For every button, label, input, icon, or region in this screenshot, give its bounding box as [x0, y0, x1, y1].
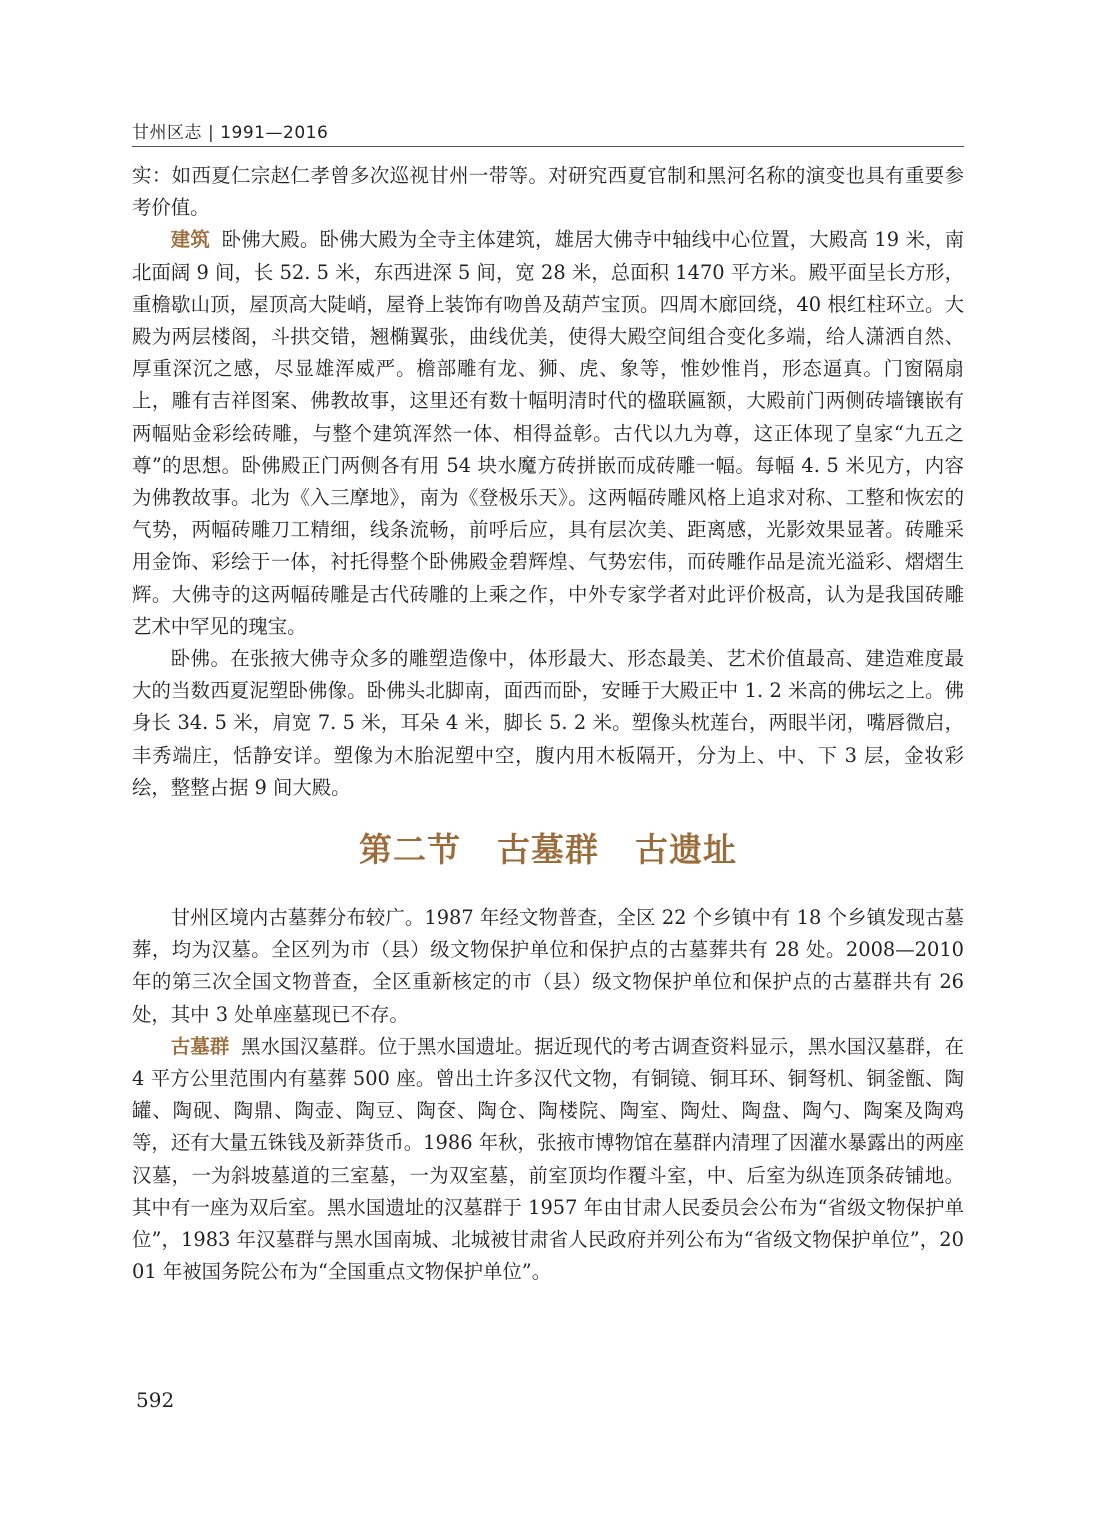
paragraph-reclining-buddha: 卧佛。在张掖大佛寺众多的雕塑造像中，体形最大、形态最美、艺术价值最高、建造难度最大的当数西夏泥塑卧佛像。卧佛头北脚南，面西而卧，安睡于大殿正中 1. 2 米高的佛坛之上。佛身长 34. 5 米，肩宽 7. 5 米，耳朵 4 米，脚长 5. 2 米。塑像头枕莲台，两眼半闭，嘴唇微启，丰秀端庄，恬静安详。塑像为木胎泥塑中空，腹内用木板隔开，分为上、中、下 3 层，金妆彩绘，整整占据 9 间大殿。 [132, 647, 964, 799]
section-heading [132, 824, 964, 876]
paragraph-architecture [132, 224, 964, 643]
paragraph-lead-term: 古墓群 [170, 1034, 230, 1058]
paragraph-lead-term: 建筑 [170, 228, 210, 252]
header-separator: | [208, 123, 215, 143]
paragraph-tomb-group [132, 1031, 964, 1289]
paragraph-intro: 甘州区境内古墓葬分布较广。1987 年经文物普查，全区 22 个乡镇中有 18 个乡镇发现古墓葬，均为汉墓。全区列为市（县）级文物保护单位和保护点的古墓葬共有 28 处。2008—2010 年的第三次全国文物普查，全区重新核定的市（县）级文物保护单位和保护点的古墓群共有 26 处，其中 3 处单座墓现已不存。 [132, 906, 964, 1026]
section-title-b: 古遗址 [635, 830, 737, 870]
year-range: 1991—2016 [220, 123, 329, 143]
paragraph-text: 黑水国汉墓群。位于黑水国遗址。据近现代的考古调查资料显示，黑水国汉墓群，在 4 平方公里范围内有墓葬 500 座。曾出土许多汉代文物，有铜镜、铜耳环、铜弩机、铜釜甑、陶罐、陶砚、陶鼎、陶壶、陶豆、陶奁、陶仓、陶楼院、陶室、陶灶、陶盘、陶勺、陶案及陶鸡等，还有大量五铢钱及新莽货币。1986 年秋，张掖市博物馆在墓群内清理了因灌水暴露出的两座汉墓，一为斜坡墓道的三室墓，一为双室墓，前室顶均作覆斗室，中、后室为纵连顶条砖铺地。其中有一座为双后室。黑水国遗址的汉墓群于 1957 年由甘肃人民委员会公布为“省级文物保护单位”，1983 年汉墓群与黑水国南城、北城被甘肃省人民政府并列公布为“省级文物保护单位”，2001 年被国务院公布为“全国重点文物保护单位”。 [132, 1034, 965, 1284]
header-rule [132, 146, 964, 147]
page-number: 592 [136, 1388, 175, 1412]
book-title: 甘州区志 [132, 123, 202, 143]
section-number: 第二节 [359, 830, 461, 870]
running-header [132, 118, 964, 143]
section-title-a: 古墓群 [497, 830, 599, 870]
page-body [132, 160, 964, 1289]
paragraph-continuation: 实：如西夏仁宗赵仁孝曾多次巡视甘州一带等。对研究西夏官制和黑河名称的演变也具有重要参考价值。 [132, 164, 964, 220]
paragraph-text: 卧佛大殿。卧佛大殿为全寺主体建筑，雄居大佛寺中轴线中心位置，大殿高 19 米，南北面阔 9 间，长 52. 5 米，东西进深 5 间，宽 28 米，总面积 1470 平方米。殿平面呈长方形，重檐歇山顶，屋顶高大陡峭，屋脊上装饰有吻兽及葫芦宝顶。四周木廊回绕，40 根红柱环立。大殿为两层楼阁，斗拱交错，翘椭翼张，曲线优美，使得大殿空间组合变化多端，给人潇洒自然、厚重深沉之感，尽显雄浑威严。檐部雕有龙、狮、虎、象等，惟妙惟肖，形态逼真。门窗隔扇上，雕有吉祥图案、佛教故事，这里还有数十幅明清时代的楹联匾额，大殿前门两侧砖墙镶嵌有两幅贴金彩绘砖雕，与整个建筑浑然一体、相得益彰。古代以九为尊，这正体现了皇家“九五之尊”的思想。卧佛殿正门两侧各有用 54 块水魔方砖拼嵌而成砖雕一幅。每幅 4. 5 米见方，内容为佛教故事。北为《入三摩地》，南为《登极乐天》。这两幅砖雕风格上追求对称、工整和恢宏的气势，两幅砖雕刀工精细，线条流畅，前呼后应，具有层次美、距离感，光影效果显著。砖雕采用金饰、彩绘于一体，衬托得整个卧佛殿金碧辉煌、气势宏伟，而砖雕作品是流光溢彩、熠熠生辉。大佛寺的这两幅砖雕是古代砖雕的上乘之作，中外专家学者对此评价极高，认为是我国砖雕艺术中罕见的瑰宝。 [132, 228, 965, 638]
